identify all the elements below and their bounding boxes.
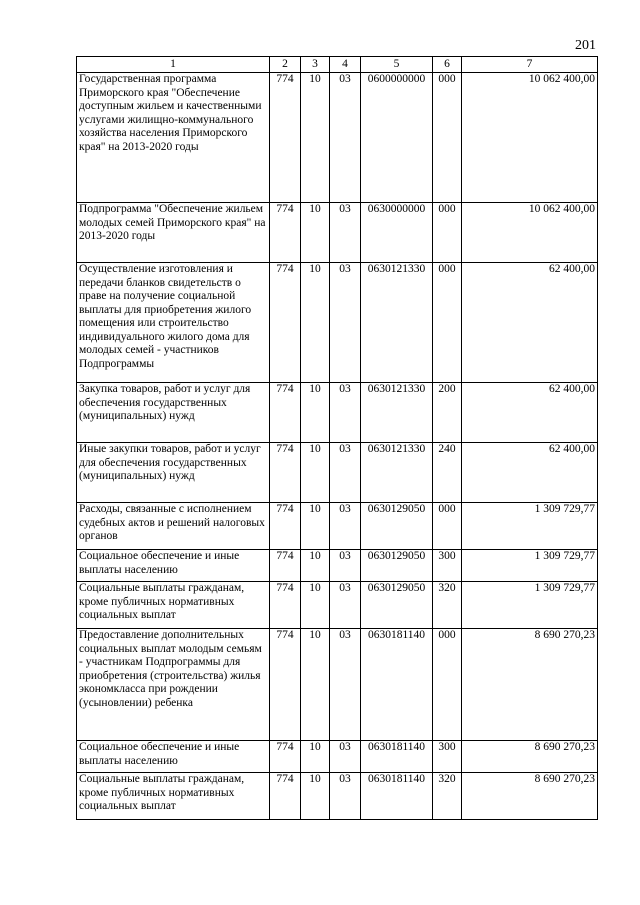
code-cell: 10 [301, 203, 330, 263]
code-cell: 0630181140 [361, 741, 433, 773]
code-cell: 774 [270, 263, 301, 383]
code-cell: 03 [330, 629, 361, 741]
column-header: 3 [301, 57, 330, 73]
code-cell: 03 [330, 203, 361, 263]
code-cell: 774 [270, 203, 301, 263]
code-cell: 10 [301, 383, 330, 443]
code-cell: 774 [270, 383, 301, 443]
amount-cell: 1 309 729,77 [462, 582, 598, 629]
code-cell: 320 [433, 582, 462, 629]
code-cell: 774 [270, 582, 301, 629]
code-cell: 320 [433, 773, 462, 820]
table-row [77, 73, 598, 203]
table-row [77, 503, 598, 550]
code-cell: 774 [270, 550, 301, 582]
code-cell: 774 [270, 741, 301, 773]
code-cell: 10 [301, 629, 330, 741]
table-row [77, 582, 598, 629]
row-name-cell: Подпрограмма "Обеспечение жильем молодых семей Приморского края" на 2013-2020 годы [77, 203, 270, 263]
row-name-cell: Государственная программа Приморского края "Обеспечение доступным жильем и качественными услугами жилищно-коммунального хозяйства населения Приморского края" на 2013-2020 годы [77, 73, 270, 203]
amount-cell: 62 400,00 [462, 383, 598, 443]
row-name-cell: Социальные выплаты гражданам, кроме публичных нормативных социальных выплат [77, 773, 270, 820]
amount-cell: 10 062 400,00 [462, 203, 598, 263]
code-cell: 000 [433, 203, 462, 263]
table-row [77, 263, 598, 383]
code-cell: 774 [270, 503, 301, 550]
code-cell: 000 [433, 503, 462, 550]
table-row [77, 629, 598, 741]
code-cell: 000 [433, 263, 462, 383]
code-cell: 0630121330 [361, 383, 433, 443]
table-row [77, 741, 598, 773]
code-cell: 0630121330 [361, 263, 433, 383]
row-name-cell: Закупка товаров, работ и услуг для обеспечения государственных (муниципальных) нужд [77, 383, 270, 443]
amount-cell: 8 690 270,23 [462, 629, 598, 741]
amount-cell: 8 690 270,23 [462, 773, 598, 820]
code-cell: 0630181140 [361, 629, 433, 741]
code-cell: 300 [433, 741, 462, 773]
table-row [77, 443, 598, 503]
row-name-cell: Иные закупки товаров, работ и услуг для обеспечения государственных (муниципальных) нужд [77, 443, 270, 503]
amount-cell: 62 400,00 [462, 443, 598, 503]
header-row [77, 57, 598, 73]
column-header: 7 [462, 57, 598, 73]
code-cell: 10 [301, 443, 330, 503]
code-cell: 774 [270, 443, 301, 503]
code-cell: 10 [301, 73, 330, 203]
code-cell: 774 [270, 773, 301, 820]
amount-cell: 1 309 729,77 [462, 503, 598, 550]
code-cell: 240 [433, 443, 462, 503]
code-cell: 0630121330 [361, 443, 433, 503]
amount-cell: 8 690 270,23 [462, 741, 598, 773]
code-cell: 0630000000 [361, 203, 433, 263]
code-cell: 000 [433, 629, 462, 741]
row-name-cell: Расходы, связанные с исполнением судебных актов и решений налоговых органов [77, 503, 270, 550]
code-cell: 0630129050 [361, 550, 433, 582]
page-number: 201 [575, 38, 596, 53]
column-header: 5 [361, 57, 433, 73]
code-cell: 03 [330, 503, 361, 550]
column-header: 1 [77, 57, 270, 73]
column-header: 4 [330, 57, 361, 73]
code-cell: 03 [330, 773, 361, 820]
code-cell: 10 [301, 503, 330, 550]
row-name-cell: Осуществление изготовления и передачи бланков свидетельств о праве на получение социальной выплаты для приобретения жилого помещения или строительство индивидуального жилого дома для молодых семей - участников Подпрограммы [77, 263, 270, 383]
code-cell: 10 [301, 263, 330, 383]
code-cell: 0630129050 [361, 503, 433, 550]
code-cell: 03 [330, 73, 361, 203]
code-cell: 774 [270, 629, 301, 741]
amount-cell: 1 309 729,77 [462, 550, 598, 582]
code-cell: 0630181140 [361, 773, 433, 820]
code-cell: 10 [301, 773, 330, 820]
code-cell: 03 [330, 443, 361, 503]
code-cell: 03 [330, 550, 361, 582]
code-cell: 10 [301, 550, 330, 582]
row-name-cell: Социальное обеспечение и иные выплаты населению [77, 550, 270, 582]
table-row [77, 203, 598, 263]
amount-cell: 10 062 400,00 [462, 73, 598, 203]
table-row [77, 383, 598, 443]
code-cell: 03 [330, 263, 361, 383]
code-cell: 0600000000 [361, 73, 433, 203]
code-cell: 10 [301, 582, 330, 629]
code-cell: 03 [330, 383, 361, 443]
row-name-cell: Социальные выплаты гражданам, кроме публичных нормативных социальных выплат [77, 582, 270, 629]
table-row [77, 773, 598, 820]
column-header: 2 [270, 57, 301, 73]
code-cell: 300 [433, 550, 462, 582]
column-header: 6 [433, 57, 462, 73]
row-name-cell: Предоставление дополнительных социальных выплат молодым семьям - участникам Подпрограммы для приобретения (строительства) жилья экономкласса при рождении (усыновлении) ребенка [77, 629, 270, 741]
code-cell: 03 [330, 582, 361, 629]
code-cell: 0630129050 [361, 582, 433, 629]
code-cell: 000 [433, 73, 462, 203]
amount-cell: 62 400,00 [462, 263, 598, 383]
code-cell: 03 [330, 741, 361, 773]
row-name-cell: Социальное обеспечение и иные выплаты населению [77, 741, 270, 773]
budget-table [76, 56, 598, 820]
code-cell: 200 [433, 383, 462, 443]
table-row [77, 550, 598, 582]
code-cell: 10 [301, 741, 330, 773]
code-cell: 774 [270, 73, 301, 203]
